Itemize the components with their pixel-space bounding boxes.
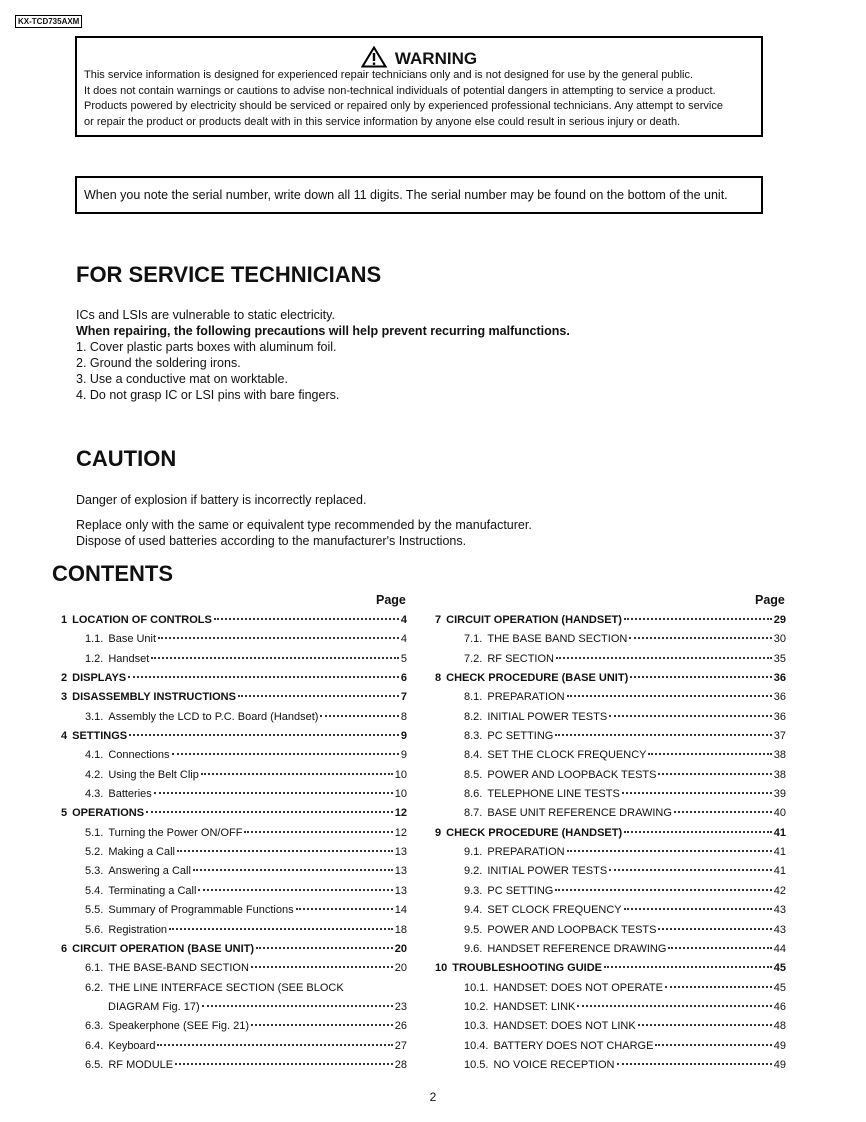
warning-title: WARNING (394, 49, 478, 68)
toc-dot-leader (157, 1043, 392, 1046)
toc-entry-page: 12 (394, 807, 407, 820)
toc-entry-title: RF MODULE (108, 1058, 174, 1071)
toc-subsection-entry[interactable] (61, 846, 407, 865)
toc-entry-title: DIAGRAM Fig. 17) (108, 1000, 200, 1013)
toc-subsection-entry[interactable] (435, 885, 786, 904)
toc-subsection-entry[interactable] (61, 1020, 407, 1039)
toc-entry-page: 41 (773, 826, 786, 839)
toc-entry-number: 8.3. (464, 730, 483, 743)
toc-entry-number: 8.2. (464, 710, 483, 723)
toc-entry-number: 8.6. (464, 788, 483, 801)
toc-entry-title: PREPARATION (487, 846, 565, 859)
toc-entry-number: 5 (61, 807, 68, 820)
toc-entry-title: THE BASE BAND SECTION (487, 633, 628, 646)
warning-triangle-icon (361, 46, 387, 68)
caution-line-2: Replace only with the same or equivalent type recommended by the manufacturer. (76, 518, 532, 532)
toc-subsection-entry[interactable] (435, 691, 786, 710)
toc-subsection-entry[interactable] (435, 924, 786, 943)
toc-dot-leader (244, 830, 392, 833)
toc-entry-number: 10.1. (464, 981, 489, 994)
toc-entry-title: NO VOICE RECEPTION (493, 1058, 615, 1071)
toc-subsection-entry[interactable] (435, 730, 786, 749)
toc-entry-page: 13 (394, 846, 407, 859)
toc-dot-leader (555, 733, 771, 736)
toc-section-entry[interactable] (435, 672, 786, 691)
toc-subsection-entry[interactable] (435, 749, 786, 768)
toc-entry-page: 8 (400, 710, 407, 723)
toc-entry-title: THE BASE-BAND SECTION (108, 962, 249, 975)
toc-entry-page: 13 (394, 884, 407, 897)
toc-entry-page: 42 (773, 884, 786, 897)
toc-entry-number: 1 (61, 614, 68, 626)
toc-subsection-entry[interactable] (435, 1020, 786, 1039)
toc-entry-number: 5.4. (85, 884, 104, 897)
toc-entry-number: 5.2. (85, 846, 104, 859)
toc-entry-number: 8.5. (464, 768, 483, 781)
toc-entry-number: 9.6. (464, 942, 483, 955)
toc-entry-title: HANDSET: DOES NOT LINK (493, 1020, 636, 1033)
toc-dot-leader (158, 636, 399, 639)
toc-entry-page: 36 (773, 710, 786, 723)
toc-section-entry[interactable] (435, 962, 786, 981)
toc-entry-number: 7 (435, 614, 442, 626)
toc-entry-number: 8 (435, 672, 442, 685)
toc-dot-leader (624, 617, 772, 620)
toc-subsection-entry[interactable] (435, 788, 786, 807)
toc-subsection-entry[interactable] (61, 633, 407, 652)
toc-entry-title: PREPARATION (487, 691, 565, 704)
toc-dot-leader (151, 656, 399, 659)
toc-entry-number: 5.6. (85, 923, 104, 936)
toc-subsection-entry[interactable] (61, 827, 407, 846)
service-item: 4. Do not grasp IC or LSI pins with bare fingers. (76, 388, 340, 402)
toc-subsection-entry[interactable] (61, 904, 407, 923)
toc-subsection-entry[interactable] (435, 807, 786, 826)
toc-entry-title: OPERATIONS (72, 807, 145, 820)
toc-entry-title: TELEPHONE LINE TESTS (487, 788, 620, 801)
toc-entry-title: Using the Belt Clip (108, 768, 199, 781)
toc-entry-title: Batteries (108, 788, 152, 801)
toc-dot-leader (617, 1062, 772, 1065)
toc-entry-number: 5.3. (85, 865, 104, 878)
toc-subsection-entry[interactable] (435, 943, 786, 962)
toc-dot-leader (609, 714, 772, 717)
service-item: 1. Cover plastic parts boxes with aluminum foil. (76, 340, 337, 354)
toc-right-column (435, 614, 786, 1078)
toc-dot-leader (202, 1004, 393, 1007)
warning-line: Products powered by electricity should be serviced or repaired only by experienced professional technicians. Any attempt to service (84, 100, 723, 112)
toc-entry-page: 46 (773, 1000, 786, 1013)
toc-subsection-entry[interactable] (61, 982, 407, 1001)
toc-entry-number: 4.1. (85, 749, 104, 762)
toc-dot-leader (674, 810, 772, 813)
toc-subsection-entry[interactable] (61, 962, 407, 981)
toc-entry-page: 37 (773, 730, 786, 743)
toc-subsection-entry[interactable] (435, 1040, 786, 1059)
toc-dot-leader (622, 791, 772, 794)
model-tag: KX-TCD735AXM (15, 15, 82, 28)
toc-subsection-entry[interactable] (435, 769, 786, 788)
toc-entry-page: 41 (773, 846, 786, 859)
toc-entry-number: 6.2. (85, 981, 104, 994)
toc-entry-page: 27 (394, 1039, 407, 1052)
toc-dot-leader (624, 907, 772, 910)
toc-entry-title: CIRCUIT OPERATION (HANDSET) (446, 614, 622, 626)
toc-entry-title: HANDSET REFERENCE DRAWING (487, 942, 667, 955)
toc-entry-title: Summary of Programmable Functions (108, 904, 294, 917)
toc-dot-leader (604, 965, 772, 968)
toc-dot-leader (658, 927, 771, 930)
toc-dot-leader (658, 772, 771, 775)
toc-dot-leader (665, 985, 772, 988)
toc-entry-page: 49 (773, 1039, 786, 1052)
toc-entry-page: 38 (773, 749, 786, 762)
toc-entry-title: POWER AND LOOPBACK TESTS (487, 768, 657, 781)
toc-entry-page: 23 (394, 1000, 407, 1013)
warning-box (75, 36, 763, 137)
toc-section-entry[interactable] (435, 614, 786, 633)
toc-dot-leader (169, 927, 393, 930)
toc-entry-title: TROUBLESHOOTING GUIDE (452, 962, 602, 975)
toc-entry-page: 4 (400, 614, 407, 626)
toc-entry-number: 10.5. (464, 1058, 489, 1071)
toc-subsection-entry[interactable] (61, 653, 407, 672)
toc-entry-title: CIRCUIT OPERATION (BASE UNIT) (72, 942, 255, 955)
toc-dot-leader (172, 752, 399, 755)
toc-subsection-entry[interactable] (61, 711, 407, 730)
warning-heading (76, 46, 762, 68)
toc-entry-title: SETTINGS (72, 730, 128, 743)
toc-dot-leader (251, 1023, 393, 1026)
toc-entry-title: CHECK PROCEDURE (HANDSET) (446, 826, 623, 839)
toc-dot-leader (629, 636, 771, 639)
toc-entry-page: 26 (394, 1020, 407, 1033)
toc-subsection-entry[interactable] (435, 982, 786, 1001)
toc-entry-title: HANDSET: DOES NOT OPERATE (493, 981, 663, 994)
toc-subsection-entry[interactable] (61, 769, 407, 788)
toc-left-column (61, 614, 407, 1078)
toc-dot-leader (609, 868, 772, 871)
caution-line-1: Danger of explosion if battery is incorrectly replaced. (76, 493, 367, 507)
toc-dot-leader (198, 888, 392, 891)
service-item: 2. Ground the soldering irons. (76, 356, 241, 370)
toc-entry-title: HANDSET: LINK (493, 1000, 576, 1013)
toc-dot-leader (630, 675, 772, 678)
service-bold-line: When repairing, the following precautions will help prevent recurring malfunctions. (76, 324, 570, 338)
toc-dot-leader (201, 772, 393, 775)
toc-entry-number: 9.1. (464, 846, 483, 859)
toc-dot-leader (193, 868, 393, 871)
toc-entry-page: 18 (394, 923, 407, 936)
toc-entry-title: BASE UNIT REFERENCE DRAWING (487, 807, 672, 820)
warning-line: This service information is designed for experienced repair technicians only and is not designed for use by the general public. (84, 69, 694, 81)
toc-entry-number: 3 (61, 691, 68, 704)
toc-entry-number: 5.1. (85, 826, 104, 839)
toc-entry-page: 30 (773, 633, 786, 646)
toc-entry-number: 1.1. (85, 633, 104, 646)
toc-entry-page: 38 (773, 768, 786, 781)
toc-entry-number: 9.3. (464, 884, 483, 897)
contents-title: CONTENTS (52, 561, 173, 586)
toc-entry-number: 2 (61, 672, 68, 685)
toc-entry-page: 28 (394, 1058, 407, 1071)
toc-dot-leader (577, 1004, 771, 1007)
toc-dot-leader (320, 714, 398, 717)
toc-entry-number: 6.5. (85, 1058, 104, 1071)
toc-page-label-right: Page (755, 593, 785, 607)
toc-entry-title: Terminating a Call (108, 884, 197, 897)
toc-entry-number: 7.2. (464, 652, 483, 665)
toc-entry-title: Connections (108, 749, 170, 762)
toc-subsection-entry[interactable] (61, 885, 407, 904)
toc-entry-page: 49 (773, 1058, 786, 1071)
toc-dot-leader (256, 946, 393, 949)
toc-subsection-entry[interactable] (61, 788, 407, 807)
toc-entry-page: 13 (394, 865, 407, 878)
toc-entry-title: Answering a Call (108, 865, 191, 878)
toc-section-entry[interactable] (61, 730, 407, 749)
toc-entry-number: 8.7. (464, 807, 483, 820)
toc-dot-leader (154, 791, 393, 794)
toc-entry-page: 9 (400, 749, 407, 762)
toc-entry-title: PC SETTING (487, 730, 554, 743)
toc-dot-leader (296, 907, 393, 910)
toc-entry-number: 8.4. (464, 749, 483, 762)
toc-entry-title: INITIAL POWER TESTS (487, 865, 608, 878)
toc-subsection-entry[interactable] (435, 904, 786, 923)
toc-page-label-left: Page (376, 593, 406, 607)
toc-subsection-entry[interactable] (61, 924, 407, 943)
toc-subsection-entry[interactable] (435, 1001, 786, 1020)
toc-dot-leader (129, 733, 399, 736)
toc-entry-page: 36 (773, 672, 786, 685)
page-number: 2 (429, 1090, 437, 1104)
toc-subsection-entry[interactable] (435, 1059, 786, 1078)
toc-entry-page: 12 (394, 826, 407, 839)
toc-entry-number: 9.2. (464, 865, 483, 878)
toc-dot-leader (177, 849, 393, 852)
warning-text (76, 68, 762, 130)
toc-dot-leader (638, 1023, 772, 1026)
toc-entry-number: 6 (61, 942, 68, 955)
toc-dot-leader (567, 849, 772, 852)
toc-dot-leader (238, 694, 399, 697)
toc-entry-page: 36 (773, 691, 786, 704)
toc-entry-number: 10 (435, 962, 448, 975)
toc-entry-page: 40 (773, 807, 786, 820)
toc-section-entry[interactable] (61, 943, 407, 962)
toc-entry-page: 20 (394, 942, 407, 955)
toc-entry-title: THE LINE INTERFACE SECTION (SEE BLOCK (108, 981, 344, 994)
toc-entry-title: LOCATION OF CONTROLS (72, 614, 212, 626)
toc-entry-page: 4 (400, 633, 407, 646)
toc-entry-title: Making a Call (108, 846, 175, 859)
caution-body (76, 517, 532, 549)
toc-entry-number: 9 (435, 826, 442, 839)
toc-subsection-entry[interactable] (435, 653, 786, 672)
toc-entry-title: DISASSEMBLY INSTRUCTIONS (72, 691, 236, 704)
toc-entry-page: 35 (773, 652, 786, 665)
toc-subsection-entry[interactable] (61, 1040, 407, 1059)
serial-note: When you note the serial number, write down all 11 digits. The serial number may be found on the bottom of the unit. (84, 188, 728, 202)
toc-entry-title: POWER AND LOOPBACK TESTS (487, 923, 657, 936)
toc-subsection-entry[interactable] (61, 1001, 407, 1020)
toc-entry-page: 20 (394, 962, 407, 975)
toc-subsection-entry[interactable] (61, 1059, 407, 1078)
caution-line-3: Dispose of used batteries according to the manufacturer's Instructions. (76, 534, 467, 548)
toc-subsection-entry[interactable] (61, 865, 407, 884)
toc-entry-page: 44 (773, 942, 786, 955)
toc-entry-number: 4.3. (85, 788, 104, 801)
toc-dot-leader (668, 946, 771, 949)
toc-dot-leader (175, 1062, 393, 1065)
toc-entry-number: 6.1. (85, 962, 104, 975)
toc-entry-number: 4 (61, 730, 68, 743)
toc-entry-title: BATTERY DOES NOT CHARGE (493, 1039, 654, 1052)
toc-entry-number: 10.4. (464, 1039, 489, 1052)
toc-entry-title: RF SECTION (487, 652, 554, 665)
toc-entry-number: 7.1. (464, 633, 483, 646)
service-intro: ICs and LSIs are vulnerable to static electricity. (76, 308, 335, 322)
toc-entry-number: 9.4. (464, 904, 483, 917)
toc-entry-page: 6 (400, 672, 407, 685)
toc-entry-number: 8.1. (464, 691, 483, 704)
toc-entry-number: 3.1. (85, 710, 104, 723)
toc-entry-page: 14 (394, 904, 407, 917)
warning-line: or repair the product or products dealt with in this service information by anyone else could result in serious injury or death. (84, 115, 681, 128)
toc-entry-page: 48 (773, 1020, 786, 1033)
toc-entry-number: 1.2. (85, 652, 104, 665)
serial-note-box (75, 176, 763, 214)
toc-dot-leader (655, 1043, 771, 1046)
toc-section-entry[interactable] (61, 672, 407, 691)
service-item: 3. Use a conductive mat on worktable. (76, 372, 288, 386)
toc-dot-leader (648, 752, 771, 755)
toc-entry-title: SET THE CLOCK FREQUENCY (487, 749, 647, 762)
toc-entry-page: 10 (394, 768, 407, 781)
toc-entry-page: 41 (773, 865, 786, 878)
toc-entry-number: 6.4. (85, 1039, 104, 1052)
toc-entry-title: Keyboard (108, 1039, 156, 1052)
toc-entry-title: Turning the Power ON/OFF (108, 826, 243, 839)
toc-entry-number: 5.5. (85, 904, 104, 917)
toc-entry-title: Speakerphone (SEE Fig. 21) (108, 1020, 249, 1033)
toc-section-entry[interactable] (61, 807, 407, 826)
toc-subsection-entry[interactable] (61, 749, 407, 768)
toc-entry-title: INITIAL POWER TESTS (487, 710, 608, 723)
toc-entry-page: 29 (773, 614, 786, 626)
toc-dot-leader (555, 888, 771, 891)
toc-entry-number: 4.2. (85, 768, 104, 781)
caution-title: CAUTION (76, 446, 177, 471)
toc-entry-title: DISPLAYS (72, 672, 127, 685)
toc-dot-leader (214, 617, 399, 620)
toc-entry-title: Handset (108, 652, 150, 665)
toc-dot-leader (567, 694, 772, 697)
toc-dot-leader (556, 656, 772, 659)
toc-entry-page: 43 (773, 923, 786, 936)
toc-entry-page: 5 (400, 652, 407, 665)
toc-entry-number: 10.2. (464, 1000, 489, 1013)
toc-entry-title: CHECK PROCEDURE (BASE UNIT) (446, 672, 629, 685)
toc-section-entry[interactable] (61, 691, 407, 710)
toc-entry-page: 39 (773, 788, 786, 801)
toc-section-entry[interactable] (435, 827, 786, 846)
toc-entry-number: 9.5. (464, 923, 483, 936)
toc-entry-title: SET CLOCK FREQUENCY (487, 904, 622, 917)
toc-entry-number: 6.3. (85, 1020, 104, 1033)
toc-subsection-entry[interactable] (435, 711, 786, 730)
toc-entry-title: Base Unit (108, 633, 157, 646)
toc-entry-page: 45 (773, 981, 786, 994)
toc-dot-leader (251, 965, 393, 968)
toc-dot-leader (128, 675, 399, 678)
toc-dot-leader (146, 810, 393, 813)
service-title: FOR SERVICE TECHNICIANS (76, 262, 382, 287)
toc-subsection-entry[interactable] (435, 865, 786, 884)
toc-entry-page: 10 (394, 788, 407, 801)
toc-section-entry[interactable] (61, 614, 407, 633)
warning-line: It does not contain warnings or cautions to advise non-technical individuals of potential dangers in attempting to service a product. (84, 84, 716, 97)
toc-subsection-entry[interactable] (435, 633, 786, 652)
toc-entry-page: 7 (400, 691, 407, 704)
toc-subsection-entry[interactable] (435, 846, 786, 865)
toc-entry-page: 43 (773, 904, 786, 917)
toc-entry-page: 45 (773, 962, 786, 975)
toc-dot-leader (624, 830, 772, 833)
toc-entry-title: Registration (108, 923, 168, 936)
toc-entry-title: PC SETTING (487, 884, 554, 897)
toc-entry-title: Assembly the LCD to P.C. Board (Handset) (108, 710, 319, 723)
toc-entry-page: 9 (400, 730, 407, 743)
service-body (76, 307, 570, 403)
toc-entry-number: 10.3. (464, 1020, 489, 1033)
